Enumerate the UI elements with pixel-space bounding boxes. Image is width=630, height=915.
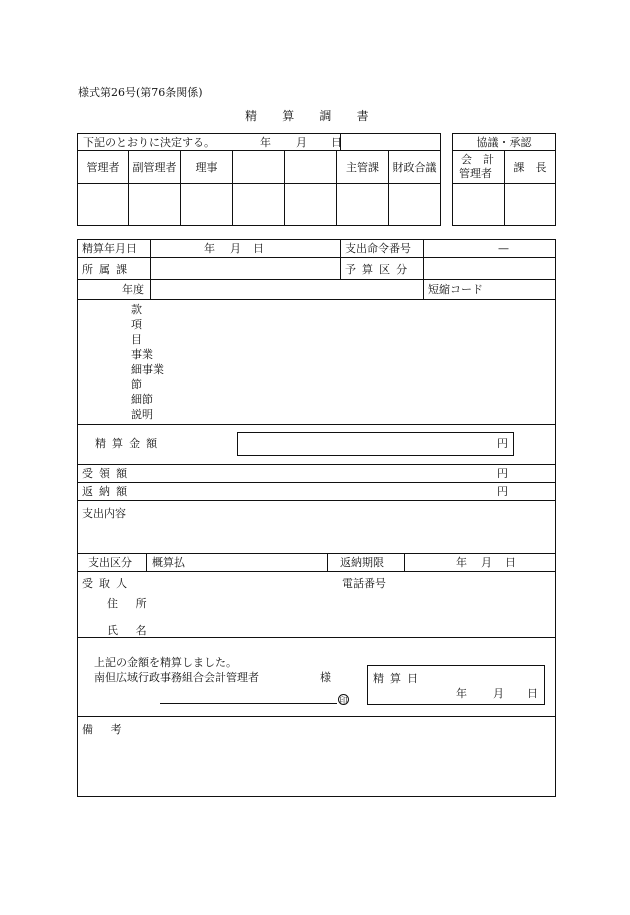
settlement-date-day: 日 (253, 242, 264, 255)
expenditure-category-label: 支出区分 (88, 556, 132, 569)
settlement-date-year: 年 (204, 242, 215, 255)
return-deadline-month: 月 (481, 556, 492, 569)
budget-item-setsu: 節 (131, 378, 142, 391)
approval-col-main-section: 主管課 (346, 160, 379, 174)
budget-item-description: 説明 (131, 408, 153, 421)
short-code-label: 短縮コード (428, 283, 483, 296)
settlement-day-day: 日 (527, 687, 538, 700)
decision-month: 月 (296, 136, 307, 149)
main-form (77, 239, 556, 797)
consultation-accounting-line2: 管理者 (459, 167, 492, 180)
returned-amount-label: 返納額 (82, 485, 134, 498)
decision-year: 年 (260, 136, 271, 149)
expenditure-content-label: 支出内容 (82, 507, 126, 520)
return-deadline-day: 日 (505, 556, 516, 569)
page-title: 精算調書 (245, 109, 394, 123)
received-amount-label: 受領額 (82, 467, 134, 480)
phone-number-label: 電話番号 (342, 577, 386, 590)
remarks-label: 備考 (82, 723, 140, 736)
consultation-header: 協議・承認 (476, 135, 532, 149)
form-number: 様式第26号(第76条関係) (78, 86, 203, 99)
name-label: 氏名 (107, 624, 165, 637)
fiscal-year-label: 年度 (122, 283, 144, 296)
recipient-label: 受取人 (82, 577, 134, 590)
approval-col-blank2 (285, 151, 336, 183)
budget-item-project: 事業 (131, 348, 153, 361)
approval-col-manager: 管理者 (86, 160, 120, 174)
return-deadline-year: 年 (456, 556, 467, 569)
expenditure-category-value: 概算払 (152, 556, 185, 569)
department-label: 所属課 (82, 263, 134, 276)
settlement-day-label: 精算日 (373, 672, 425, 685)
budget-category-label: 予算区分 (345, 263, 414, 276)
settlement-amount-yen: 円 (497, 437, 508, 450)
settlement-day-month: 月 (493, 687, 504, 700)
consultation-section-chief: 課 長 (513, 160, 547, 174)
decision-day: 日 (331, 136, 342, 149)
honorific-sama: 様 (320, 671, 331, 684)
settlement-amount-field[interactable] (237, 432, 514, 456)
settlement-date-label: 精算年月日 (82, 242, 137, 255)
accounting-manager-name: 南但広域行政事務組合会計管理者 (94, 671, 259, 684)
settlement-day-year: 年 (456, 687, 467, 700)
settlement-amount-label: 精算金額 (95, 437, 164, 450)
return-deadline-label: 返納期限 (340, 556, 384, 569)
seal-mark-icon: 印 (339, 696, 348, 705)
order-number-label: 支出命令番号 (345, 242, 411, 255)
received-amount-yen: 円 (497, 467, 508, 480)
order-number-value: — (498, 242, 509, 255)
approval-col-finance: 財政合議 (392, 160, 437, 174)
consultation-accounting-line1: 会 計 (461, 153, 494, 166)
settlement-date-month: 月 (230, 242, 241, 255)
returned-amount-yen: 円 (497, 485, 508, 498)
budget-item-moku: 目 (131, 333, 142, 346)
decision-text: 下記のとおりに決定する。 (83, 136, 215, 149)
settlement-statement: 上記の金額を精算しました。 (94, 656, 237, 669)
address-label: 住所 (107, 597, 165, 610)
approval-col-director: 理事 (195, 160, 218, 174)
approval-col-deputy: 副管理者 (132, 160, 177, 174)
budget-item-kou: 項 (131, 318, 142, 331)
approval-col-blank1 (233, 151, 284, 183)
budget-item-saisetsu: 細節 (131, 393, 153, 406)
budget-item-subproject: 細事業 (131, 363, 164, 376)
budget-item-kan: 款 (131, 303, 142, 316)
